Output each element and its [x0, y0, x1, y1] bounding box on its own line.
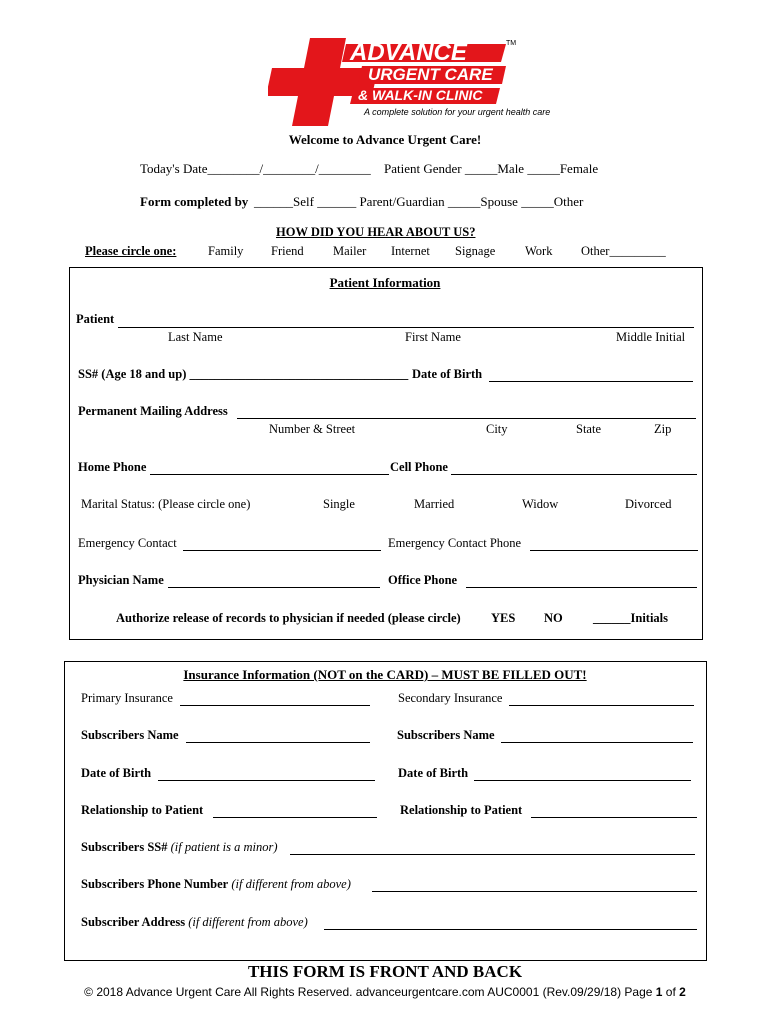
logo-line1: ADVANCE — [350, 39, 467, 66]
office-phone-line[interactable] — [466, 587, 697, 588]
ss-field[interactable]: SS# (Age 18 and up) ___________________________________ — [78, 367, 409, 381]
emergency-phone-label: Emergency Contact Phone — [388, 536, 522, 550]
address-label: Permanent Mailing Address — [78, 404, 228, 418]
marital-option-single[interactable]: Single — [323, 497, 355, 511]
insurance-info-title: Insurance Information (NOT on the CARD) – MUST BE FILLED OUT! — [183, 667, 587, 682]
last-name-caption: Last Name — [168, 330, 223, 344]
subscribers-phone-note: (if different from above) — [231, 877, 351, 891]
marital-option-widow[interactable]: Widow — [522, 497, 559, 511]
page-number: 1 — [655, 985, 663, 999]
front-back-notice: THIS FORM IS FRONT AND BACK — [247, 962, 523, 981]
emergency-phone-line[interactable] — [530, 550, 698, 551]
emergency-contact-label: Emergency Contact — [78, 536, 177, 550]
subscribers-phone-line[interactable] — [372, 891, 697, 892]
survey-option-other[interactable]: Other_________ — [581, 244, 666, 258]
address-line[interactable] — [237, 418, 696, 419]
form-completed-label: Form completed by — [140, 194, 249, 209]
relationship-line-2[interactable] — [531, 817, 697, 818]
number-street-caption: Number & Street — [269, 422, 356, 436]
subscriber-address-line[interactable] — [324, 929, 697, 930]
patient-name-line[interactable] — [118, 327, 694, 328]
marital-option-divorced[interactable]: Divorced — [625, 497, 672, 511]
patient-label: Patient — [76, 312, 115, 326]
subscriber-address-field — [81, 915, 308, 930]
subscribers-phone-label: Subscribers Phone Number — [81, 877, 229, 891]
subscribers-ss-label: Subscribers SS# — [81, 840, 168, 854]
first-name-caption: First Name — [405, 330, 461, 344]
survey-option-family[interactable]: Family — [208, 244, 244, 258]
subscriber-address-label: Subscriber Address — [81, 915, 186, 929]
dob-label: Date of Birth — [412, 367, 483, 381]
form-completed-options[interactable]: ______Self ______ Parent/Guardian _____Spouse _____Other — [254, 194, 584, 209]
patient-gender-field[interactable]: Patient Gender _____Male _____Female — [384, 161, 599, 176]
home-phone-label: Home Phone — [78, 460, 147, 474]
survey-option-internet[interactable]: Internet — [391, 244, 430, 258]
patient-info-box — [69, 267, 703, 640]
primary-insurance-line[interactable] — [180, 705, 370, 706]
subscribers-phone-field — [81, 877, 351, 892]
authorize-yes-option[interactable]: YES — [491, 611, 516, 625]
patient-info-title: Patient Information — [329, 275, 441, 290]
physician-name-line[interactable] — [168, 587, 380, 588]
relationship-label-1: Relationship to Patient — [81, 803, 204, 817]
date-of-birth-line-2[interactable] — [474, 780, 691, 781]
zip-caption: Zip — [654, 422, 672, 436]
middle-initial-caption: Middle Initial — [616, 330, 686, 344]
survey-option-signage[interactable]: Signage — [455, 244, 496, 258]
primary-insurance-label: Primary Insurance — [81, 691, 173, 705]
survey-question: HOW DID YOU HEAR ABOUT US? — [276, 225, 476, 239]
physician-name-label: Physician Name — [78, 573, 164, 587]
todays-date-field[interactable]: Today's Date________/________/________ — [140, 161, 371, 176]
survey-prompt: Please circle one: — [85, 244, 177, 258]
survey-option-mailer[interactable]: Mailer — [333, 244, 367, 258]
logo — [268, 38, 551, 128]
office-phone-label: Office Phone — [388, 573, 458, 587]
dob-line[interactable] — [489, 381, 693, 382]
emergency-contact-line[interactable] — [183, 550, 381, 551]
date-of-birth-line-1[interactable] — [158, 780, 375, 781]
initials-field[interactable]: ______Initials — [593, 611, 669, 625]
subscribers-ss-field — [81, 840, 278, 855]
city-caption: City — [486, 422, 508, 436]
survey-option-friend[interactable]: Friend — [271, 244, 304, 258]
subscribers-name-label-1: Subscribers Name — [81, 728, 179, 742]
date-of-birth-label-1: Date of Birth — [81, 766, 152, 780]
home-phone-line[interactable] — [150, 474, 389, 475]
page-of-text: of — [662, 985, 680, 999]
welcome-title: Welcome to Advance Urgent Care! — [288, 132, 482, 147]
authorize-release-text: Authorize release of records to physician if needed (please circle) — [116, 611, 461, 625]
subscribers-name-line-1[interactable] — [186, 742, 370, 743]
logo-line2: URGENT CARE — [368, 65, 493, 84]
relationship-label-2: Relationship to Patient — [400, 803, 523, 817]
copyright-line — [0, 985, 770, 999]
subscribers-ss-note: (if patient is a minor) — [170, 840, 278, 854]
authorize-no-option[interactable]: NO — [544, 611, 563, 625]
logo-tm: TM — [506, 40, 517, 47]
survey-option-work[interactable]: Work — [525, 244, 553, 258]
secondary-insurance-line[interactable] — [509, 705, 694, 706]
page-total: 2 — [679, 985, 686, 999]
secondary-insurance-label: Secondary Insurance — [398, 691, 503, 705]
subscribers-name-label-2: Subscribers Name — [397, 728, 495, 742]
subscribers-name-line-2[interactable] — [501, 742, 693, 743]
subscriber-address-note: (if different from above) — [188, 915, 308, 929]
copyright-text: © 2018 Advance Urgent Care All Rights Reserved. advanceurgentcare.com AUC0001 (Rev.09/29/18) Page — [84, 985, 656, 999]
logo-line3: & WALK-IN CLINIC — [358, 87, 483, 103]
subscribers-ss-line[interactable] — [290, 854, 695, 855]
relationship-line-1[interactable] — [213, 817, 377, 818]
marital-option-married[interactable]: Married — [414, 497, 455, 511]
cell-phone-label: Cell Phone — [390, 460, 448, 474]
cell-phone-line[interactable] — [451, 474, 697, 475]
state-caption: State — [576, 422, 601, 436]
date-of-birth-label-2: Date of Birth — [398, 766, 469, 780]
logo-tagline: A complete solution for your urgent health care — [364, 107, 551, 117]
marital-status-label: Marital Status: (Please circle one) — [81, 497, 251, 511]
